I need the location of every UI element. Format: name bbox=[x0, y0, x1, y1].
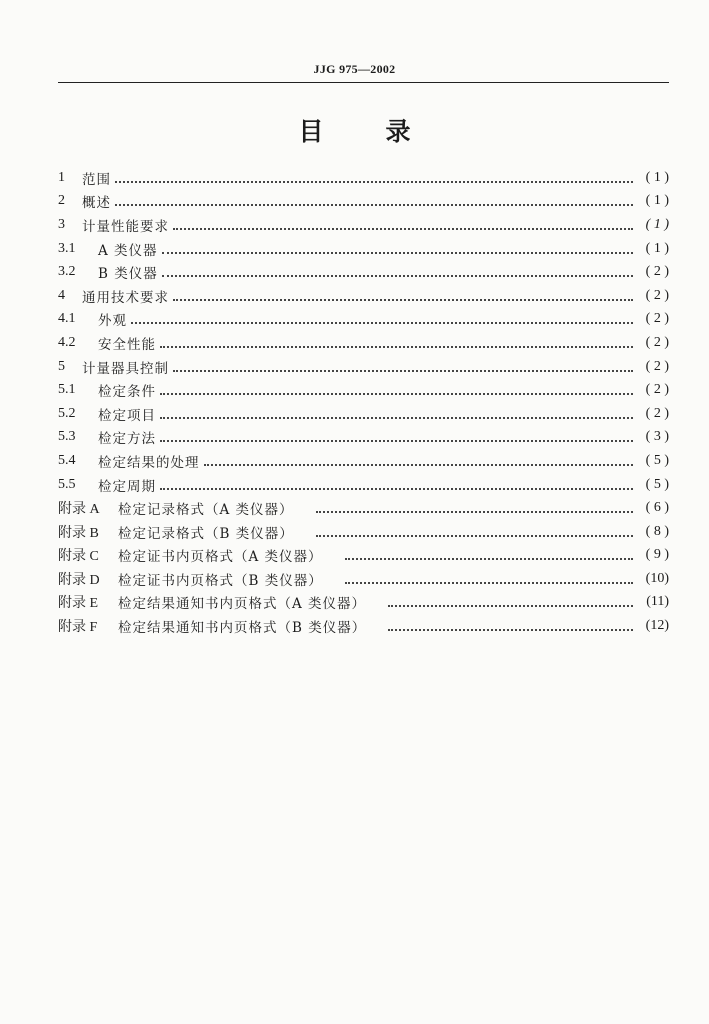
toc-entry-number: 1 bbox=[58, 169, 65, 185]
toc-dot-leader bbox=[160, 440, 633, 442]
toc-entry-number: 3.2 bbox=[58, 264, 76, 280]
toc-entry-page: ( 5 ) bbox=[645, 452, 669, 468]
toc-entry-page: ( 8 ) bbox=[645, 523, 669, 539]
toc-dot-leader bbox=[316, 535, 633, 537]
toc-dot-leader bbox=[173, 370, 633, 372]
table-of-contents bbox=[58, 166, 669, 638]
toc-entry-2[interactable] bbox=[58, 190, 669, 214]
toc-entry-3-2[interactable] bbox=[58, 260, 669, 284]
toc-entry-1[interactable] bbox=[58, 166, 669, 190]
toc-entry-page: (12) bbox=[645, 618, 669, 634]
toc-entry-page: ( 9 ) bbox=[645, 547, 669, 563]
toc-entry-page: ( 5 ) bbox=[645, 476, 669, 492]
toc-entry-5[interactable] bbox=[58, 355, 669, 379]
toc-entry-page: ( 2 ) bbox=[645, 334, 669, 350]
toc-entry-label: 外观 bbox=[98, 313, 127, 330]
toc-entry-label: 检定记录格式（B 类仪器） bbox=[118, 525, 294, 542]
toc-entry-number: 5.3 bbox=[58, 429, 76, 445]
toc-entry-label: 概述 bbox=[82, 195, 111, 212]
toc-entry-number: 4.1 bbox=[58, 311, 76, 327]
toc-entry-number: 附录 C bbox=[58, 549, 99, 565]
toc-entry-5-5[interactable] bbox=[58, 473, 669, 497]
toc-entry-number: 5.2 bbox=[58, 405, 76, 421]
toc-entry-4-1[interactable] bbox=[58, 308, 669, 332]
toc-dot-leader bbox=[388, 605, 633, 607]
toc-entry-label: 检定方法 bbox=[98, 431, 156, 448]
toc-dot-leader bbox=[204, 464, 634, 466]
toc-entry-appendix-f[interactable] bbox=[58, 614, 669, 638]
toc-entry-page: ( 2 ) bbox=[645, 311, 669, 327]
toc-entry-label: 范围 bbox=[82, 171, 111, 188]
header-rule bbox=[58, 82, 669, 83]
toc-entry-page: ( 1 ) bbox=[645, 240, 669, 256]
standard-code-header: JJG 975—2002 bbox=[313, 62, 396, 76]
toc-entry-page: ( 2 ) bbox=[645, 382, 669, 398]
toc-entry-page: ( 1 ) bbox=[645, 169, 669, 185]
toc-entry-label: 计量性能要求 bbox=[82, 218, 169, 235]
toc-entry-number: 附录 B bbox=[58, 525, 99, 541]
toc-entry-page: (11) bbox=[646, 594, 669, 610]
toc-entry-appendix-c[interactable] bbox=[58, 544, 669, 568]
toc-entry-page: ( 2 ) bbox=[645, 264, 669, 280]
toc-title-char: 录 bbox=[385, 117, 411, 146]
toc-dot-leader bbox=[345, 582, 633, 584]
toc-entry-number: 3.1 bbox=[58, 240, 76, 256]
toc-entry-page: ( 2 ) bbox=[645, 405, 669, 421]
toc-entry-number: 5 bbox=[58, 358, 65, 374]
toc-entry-number: 5.4 bbox=[58, 452, 76, 468]
toc-title bbox=[0, 112, 709, 148]
toc-dot-leader bbox=[160, 488, 633, 490]
toc-entry-label: 检定结果通知书内页格式（A 类仪器） bbox=[118, 596, 367, 613]
toc-entry-page: ( 3 ) bbox=[645, 429, 669, 445]
toc-entry-label: 检定条件 bbox=[98, 384, 156, 401]
toc-entry-page: ( 2 ) bbox=[645, 358, 669, 374]
toc-dot-leader bbox=[131, 322, 633, 324]
toc-entry-label: B 类仪器 bbox=[98, 266, 158, 283]
toc-entry-5-2[interactable] bbox=[58, 402, 669, 426]
toc-entry-number: 附录 E bbox=[58, 596, 99, 612]
toc-entry-label: A 类仪器 bbox=[98, 242, 158, 259]
toc-entry-number: 4 bbox=[58, 287, 65, 303]
toc-entry-label: 检定结果的处理 bbox=[98, 454, 200, 471]
toc-dot-leader bbox=[160, 417, 633, 419]
toc-entry-5-4[interactable] bbox=[58, 449, 669, 473]
toc-entry-label: 检定项目 bbox=[98, 407, 156, 424]
toc-entry-appendix-e[interactable] bbox=[58, 591, 669, 615]
toc-dot-leader bbox=[162, 252, 633, 254]
toc-entry-number: 附录 D bbox=[58, 572, 100, 588]
toc-entry-page: ( 1 ) bbox=[645, 216, 669, 232]
toc-entry-label: 检定周期 bbox=[98, 478, 156, 495]
toc-dot-leader bbox=[388, 629, 633, 631]
toc-entry-label: 计量器具控制 bbox=[82, 360, 169, 377]
toc-entry-appendix-a[interactable] bbox=[58, 496, 669, 520]
toc-entry-label: 检定证书内页格式（B 类仪器） bbox=[118, 572, 323, 589]
toc-entry-4[interactable] bbox=[58, 284, 669, 308]
toc-entry-page: ( 1 ) bbox=[645, 193, 669, 209]
toc-dot-leader bbox=[316, 511, 633, 513]
toc-entry-number: 附录 F bbox=[58, 620, 98, 636]
toc-entry-page: ( 2 ) bbox=[645, 287, 669, 303]
toc-entry-number: 附录 A bbox=[58, 502, 100, 518]
toc-dot-leader bbox=[173, 299, 633, 301]
toc-dot-leader bbox=[160, 346, 633, 348]
toc-dot-leader bbox=[160, 393, 633, 395]
toc-dot-leader bbox=[115, 181, 633, 183]
toc-entry-5-1[interactable] bbox=[58, 378, 669, 402]
toc-entry-5-3[interactable] bbox=[58, 426, 669, 450]
toc-dot-leader bbox=[173, 228, 633, 230]
toc-title-char: 目 bbox=[298, 117, 324, 146]
toc-entry-page: ( 6 ) bbox=[645, 500, 669, 516]
toc-entry-number: 3 bbox=[58, 216, 65, 232]
toc-entry-label: 检定证书内页格式（A 类仪器） bbox=[118, 549, 323, 566]
toc-entry-label: 检定记录格式（A 类仪器） bbox=[118, 502, 294, 519]
toc-entry-label: 通用技术要求 bbox=[82, 289, 169, 306]
toc-entry-number: 2 bbox=[58, 193, 65, 209]
toc-entry-appendix-d[interactable] bbox=[58, 567, 669, 591]
toc-dot-leader bbox=[345, 558, 633, 560]
toc-entry-appendix-b[interactable] bbox=[58, 520, 669, 544]
toc-entry-4-2[interactable] bbox=[58, 331, 669, 355]
toc-entry-label: 检定结果通知书内页格式（B 类仪器） bbox=[118, 620, 367, 637]
toc-entry-number: 4.2 bbox=[58, 334, 76, 350]
toc-dot-leader bbox=[115, 204, 633, 206]
toc-entry-label: 安全性能 bbox=[98, 336, 156, 353]
toc-entry-number: 5.5 bbox=[58, 476, 76, 492]
toc-dot-leader bbox=[162, 275, 633, 277]
toc-entry-number: 5.1 bbox=[58, 382, 76, 398]
toc-entry-3-1[interactable] bbox=[58, 237, 669, 261]
toc-entry-3[interactable] bbox=[58, 213, 669, 237]
toc-entry-page: (10) bbox=[645, 570, 669, 586]
